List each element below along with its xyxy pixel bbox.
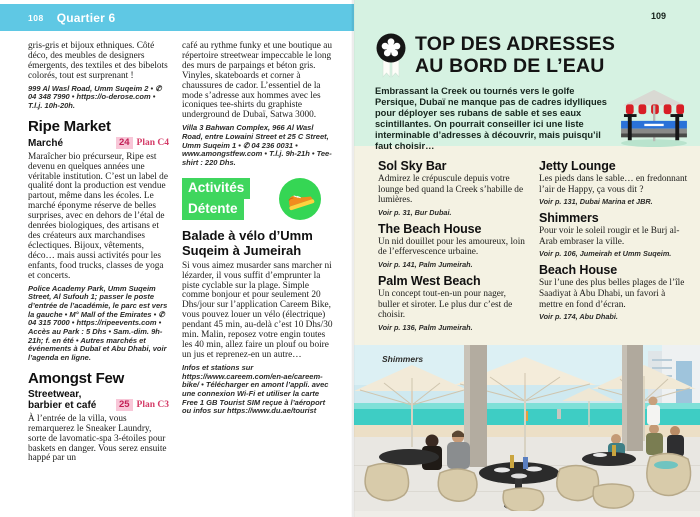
activity-tag-line1: Activités: [182, 178, 250, 199]
list-item: [378, 159, 529, 217]
heading-amongst-few: Amongst Few: [28, 369, 125, 387]
left-column-1: [28, 42, 169, 467]
page-right: [354, 0, 700, 517]
practical-info-oderose: 999 Al Wasl Road, Umm Suqeim 2 • ✆ 04 348 7990 • https://o-derose.com • T.l.j. 10h-20h.: [28, 83, 162, 111]
entry-desc: Les pieds dans le sable… en fredonnant l’air de Happy, ça vous dit ?: [539, 174, 688, 195]
map-number-badge: 24: [116, 137, 133, 149]
list-item: [539, 211, 690, 258]
feature-title: TOP DES ADRESSES AU BORD DE L’EAU: [415, 33, 616, 77]
map-number-badge: 25: [116, 399, 133, 411]
address-list: [354, 146, 700, 345]
entry-desc: Sur l’une des plus belles plages de l’île Saadiyat à Abu Dhabi, un favori à mettre en fond d’écran.: [539, 278, 685, 310]
entry-desc: Admirez le crépuscule depuis votre lounge bed quand la Creek s’habille de lumières.: [378, 174, 524, 206]
entry-name: The Beach House: [378, 221, 482, 236]
map-plan-ref: Plan C4: [136, 137, 169, 148]
entry-page-ref: Voir p. 141, Palm Jumeirah.: [378, 259, 473, 269]
beach-umbrella-icon: [615, 86, 693, 148]
activity-banner: [182, 178, 333, 220]
practical-info-amongst-few: Villa 3 Bahwan Complex, 966 Al Wasl Road, entre Lowaini Street et 25 C Street, Umm Suqeim 1 • ✆ 04 236 0031 • www.amongstfew.com • T.l.j. 9h-21h • Tee-shirt : 220 Dhs.: [182, 123, 332, 168]
shop-type-amongst-few: Streetwear, barbier et café: [28, 388, 97, 411]
list-item: [539, 263, 690, 321]
practical-info-bike: Infos et stations sur https://www.careem.com/en-ae/careem-bike/ • Télécharger en amont l’appli. avec une connexion Wi-Fi et utiliser la carte Free 1 GB Tourist SIM reçue à l’aéroport ou infos sur https://www.du.ae/tourist: [182, 362, 329, 416]
photo-caption: Shimmers: [382, 354, 424, 364]
entry-name: Beach House: [539, 263, 618, 278]
address-column-1: [378, 154, 529, 345]
entry-name: Sol Sky Bar: [378, 159, 447, 173]
left-column-2: [182, 42, 333, 421]
shop-type-ripe: Marché: [28, 137, 64, 149]
address-column-2: [539, 154, 690, 345]
entry-name: Palm West Beach: [378, 273, 481, 288]
entry-page-ref: Voir p. 131, Dubai Marina et JBR.: [539, 197, 653, 207]
paragraph-oderose: gris-gris et bijoux ethniques. Côté déco, des meubles de designers émergents, des textiles et des bibelots colorés, tout est surprenant !: [28, 41, 168, 81]
feature-intro: Embrassant la Creek ou tournés vers le golfe Persique, Dubaï ne manque pas de cadres idylliques pour déployer ses rubans de sable et ses eaux scintillantes. On pourrait conseiller ici une liste interminable d’adresses à découvrir, mais puisqu’il faut choisir…: [375, 86, 607, 151]
subrow-amongst-few: [28, 389, 169, 411]
entry-page-ref: Voir p. 136, Palm Jumeirah.: [378, 322, 473, 332]
list-item: [378, 274, 529, 332]
entry-page-ref: Voir p. 106, Jumeirah et Umm Suqeim.: [539, 249, 672, 259]
paragraph-amongst-few: À l’entrée de la villa, vous remarquerez le Sneaker Laundry, sorte de lavomatic-spa 3-étoiles pour baskets en danger. Vous serez ensuite happé par un: [28, 413, 167, 464]
subrow-ripe-market: [28, 137, 169, 149]
entry-name: Jetty Lounge: [539, 159, 616, 173]
beach-restaurant-photo: [354, 345, 700, 517]
entry-desc: Un nid douillet pour les amoureux, loin de l’effervescence urbaine.: [378, 236, 525, 258]
practical-info-ripe: Police Academy Park, Umm Suqeim Street, Al Sufouh 1; passer le poste d’entrée de l’académie, le parc est vers la gauche • M° Mall of the Emirates • ✆ 04 315 7000 • https://ripeevents.com • Accès au Park : 5 Dhs • Sam.-dim. 9h-21h; f. en été • Autres marchés et événements à Dubaï et Abu Dhabi, voir l’agenda en ligne.: [28, 283, 168, 363]
activity-tag-line2: Détente: [182, 199, 244, 220]
entry-page-ref: Voir p. 31, Bur Dubai.: [378, 207, 452, 217]
entry-desc: Pour voir le soleil rougir et le Burj al-Arab embraser la ville.: [539, 226, 680, 247]
paragraph-ripe-market: Maraîcher bio précurseur, Ripe est devenu en quelques années une véritable institution. C’est un label de qualité dont la production est vendue partout, même dans les écoles. Le marché éponyme réserve de belles surprises, avec en dehors de l’étal de denrées biologiques, des artisans et des créateurs aux marchandises éclectiques. Bijoux, vêtements, déco… mais aussi activités pour les enfants, food trucks, classes de yoga et concerts.: [28, 151, 168, 281]
section-label: Quartier 6: [56, 10, 116, 25]
entry-name: Shimmers: [539, 211, 599, 226]
entry-page-ref: Voir p. 174, Abu Dhabi.: [539, 312, 618, 322]
page-number-left: 108: [28, 12, 44, 23]
list-item: [378, 222, 529, 269]
sneaker-icon: [279, 178, 321, 220]
activity-title: Balade à vélo d’Umm Suqeim à Jumeirah: [182, 227, 313, 259]
entry-desc: Un concept tout-en-un pour nager, buller et siroter. Le plus dur c’est de choisir.: [378, 288, 513, 321]
paragraph-bike-ride: Si vous aimez musarder sans marcher ni lézarder, il vous suffit d’emprunter la piste cyclable sur la plage. Simple comme bonjour et pour seulement 20 Dhs/jour sur l’application Careem Bike, vous pouvez louer un vélo (électrique) pendant 45 min, au-delà c’est 10 Dhs/30 min. Malin, reposez votre engin toutes les 40 min, allez faire un plouf ou boire un jus et reprenez-en un autre…: [182, 260, 333, 360]
map-plan-ref: Plan C3: [136, 399, 169, 410]
heading-ripe-market: Ripe Market: [28, 117, 111, 135]
top-feature-section: [354, 0, 700, 151]
feature-intro-row: [375, 86, 693, 152]
page-number-right: 109: [650, 11, 666, 21]
list-item: [539, 159, 690, 206]
medal-icon: [375, 33, 407, 79]
paragraph-amongst-few-cont: café au rythme funky et une boutique au répertoire streetwear impeccable le long des murs de parpaings et béton gris. Vinyles, skateboards et corner à chaussures de cador. L’essentiel de la mode s’adresse aux hommes avec les iconiques tee-shirts du graphiste underground de Dubaï, Satwa 3000.: [182, 41, 332, 121]
left-page-header: [0, 4, 354, 31]
page-gutter: [351, 0, 355, 517]
feature-title-row: [375, 33, 615, 79]
